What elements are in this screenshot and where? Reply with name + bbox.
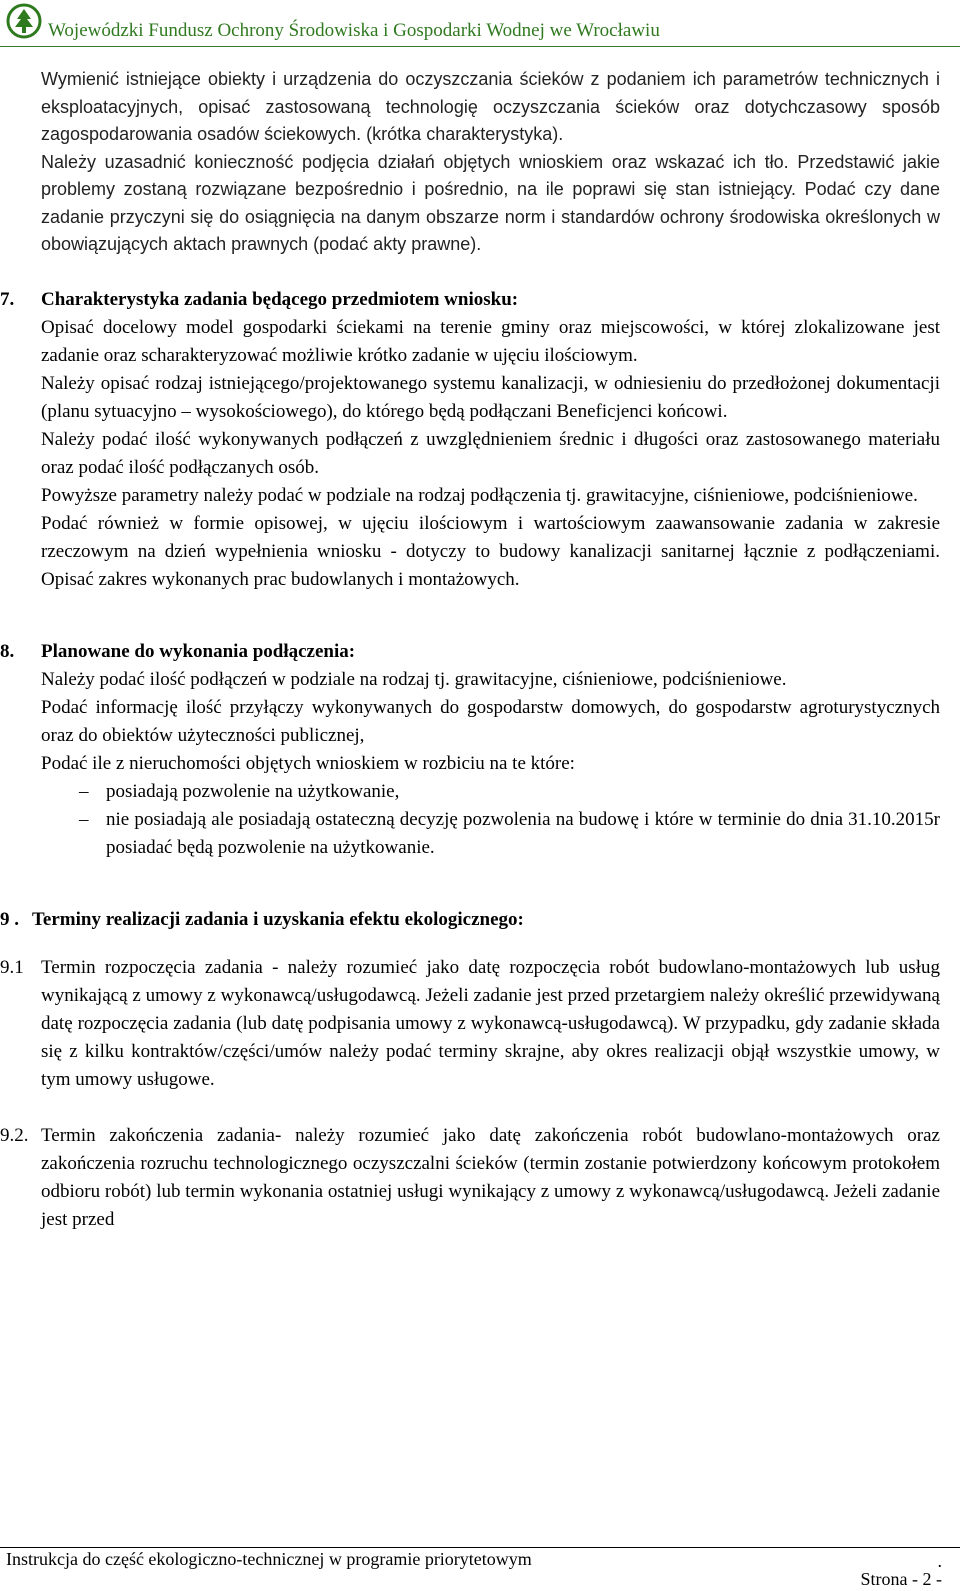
- section-7-heading: [0, 286, 940, 314]
- section-7: [0, 286, 940, 594]
- intro-paragraph-1: Wymienić istniejące obiekty i urządzenia do oczyszczania ścieków z podaniem ich parametrów technicznych i eksploatacyjnych, opisać zastosowaną technologię oczyszczania ścieków oraz dotychczasowy sposób zagospodarowania osadów ściekowych. (krótka charakterystyka).: [41, 69, 940, 144]
- section-8-heading: [0, 638, 940, 666]
- footer-divider: [0, 1547, 960, 1548]
- section-7-title: Charakterystyka zadania będącego przedmiotem wniosku:: [41, 288, 519, 310]
- section-9-number: 9 .: [0, 908, 19, 930]
- intro-paragraph-2: Należy uzasadnić konieczność podjęcia działań objętych wnioskiem oraz wskazać ich tło. Przedstawić jakie problemy zostaną rozwiązane bezpośrednio i pośrednio, na ile poprawi się stan istniejący. Podać czy dane zadanie przyczyni się do osiągnięcia na danym obszarze norm i standardów ochrony środowiska określonych w obowiązujących aktach prawnych (podać akty prawne).: [41, 151, 940, 254]
- footer-document-title: Instrukcja do część ekologiczno-technicznej w programie priorytetowym: [6, 1549, 532, 1569]
- section-8-paragraph-3: Podać ile z nieruchomości objętych wnioskiem w rozbiciu na te które:: [41, 752, 575, 774]
- section-9-1-text: Termin rozpoczęcia zadania - należy rozumieć jako datę rozpoczęcia robót budowlano-montażowych lub usług wynikającą z umowy z wykonawcą/usługodawcą. Jeżeli zadanie jest przed przetargiem należy określić przewidywaną datę rozpoczęcia zadania (lub datę podpisania umowy z wykonawcą-usługodawcą). W przypadku, gdy zadanie składa się z kilku kontraktów/części/umów należy podać terminy skrajne, aby okres realizacji objął wszystkie umowy, w tym umowy usługowe.: [41, 956, 940, 1090]
- list-item: – posiadają pozwolenie na użytkowanie,: [106, 778, 940, 806]
- footer-dot: .: [937, 1551, 942, 1571]
- section-8-list: [41, 778, 940, 862]
- section-9-title: Terminy realizacji zadania i uzyskania efektu ekologicznego:: [32, 908, 524, 930]
- section-9: [0, 906, 940, 1234]
- page-number: Strona - 2 -: [860, 1569, 942, 1589]
- intro-block: [41, 66, 940, 259]
- section-9-2: [0, 1122, 940, 1234]
- section-9-2-number: 9.2.: [0, 1124, 29, 1146]
- section-9-2-text: Termin zakończenia zadania- należy rozumieć jako datę zakończenia robót budowlano-montażowych oraz zakończenia rozruchu technologicznego oczyszczalni ścieków (termin zostanie potwierdzony końcowym protokołem odbioru robót) lub termin wykonania ostatniej usługi wynikający z umowy z wykonawcą/usługodawcą. Jeżeli zadanie jest przed: [41, 1124, 940, 1230]
- section-7-paragraph-2: Należy opisać rodzaj istniejącego/projektowanego systemu kanalizacji, w odniesieniu do przedłożonej dokumentacji (planu sytuacyjno – wysokościowego), do którego będą podłączani Beneficjenci końcowi.: [41, 372, 940, 422]
- section-8-number: 8.: [0, 640, 15, 662]
- section-8-title: Planowane do wykonania podłączenia:: [41, 640, 356, 662]
- section-7-paragraph-5: Podać również w formie opisowej, w ujęciu ilościowym i wartościowym zaawansowanie zadania w zakresie rzeczowym na dzień wypełnienia wniosku - dotyczy to budowy kanalizacji sanitarnej łącznie z podłączeniami. Opisać zakres wykonanych prac budowlanych i montażowych.: [41, 512, 940, 590]
- section-8-paragraph-2: Podać informację ilość przyłączy wykonywanych do gospodarstw domowych, do gospodarstw agroturystycznych oraz do obiektów użyteczności publicznej,: [41, 696, 940, 746]
- header-title: Wojewódzki Fundusz Ochrony Środowiska i Gospodarki Wodnej we Wrocławiu: [48, 20, 660, 41]
- section-9-heading: [0, 906, 940, 934]
- section-8-paragraph-1: Należy podać ilość podłączeń w podziale na rodzaj tj. grawitacyjne, ciśnieniowe, podciśnieniowe.: [41, 668, 787, 690]
- page-header: [0, 0, 960, 47]
- section-7-paragraph-3: Należy podać ilość wykonywanych podłączeń z uwzględnieniem średnic i długości oraz zastosowanego materiału oraz podać ilość podłączanych osób.: [41, 428, 940, 478]
- section-7-number: 7.: [0, 288, 15, 310]
- section-9-1: [0, 954, 940, 1094]
- section-8: [0, 638, 940, 862]
- section-7-paragraph-1: Opisać docelowy model gospodarki ściekami na terenie gminy oraz miejscowości, w której zlokalizowane jest zadanie oraz scharakteryzować możliwie krótko zadanie w ujęciu ilościowym.: [41, 316, 940, 366]
- document-body: [0, 66, 940, 1234]
- list-item: – nie posiadają ale posiadają ostateczną decyzję pozwolenia na budowę i które w terminie do dnia 31.10.2015r posiadać będą pozwolenie na użytkowanie.: [106, 806, 940, 862]
- page-footer: [0, 1547, 960, 1591]
- section-7-paragraph-4: Powyższe parametry należy podać w podziale na rodzaj podłączenia tj. grawitacyjne, ciśnieniowe, podciśnieniowe.: [41, 484, 918, 506]
- section-9-1-number: 9.1: [0, 956, 24, 978]
- tree-logo-icon: [6, 3, 42, 39]
